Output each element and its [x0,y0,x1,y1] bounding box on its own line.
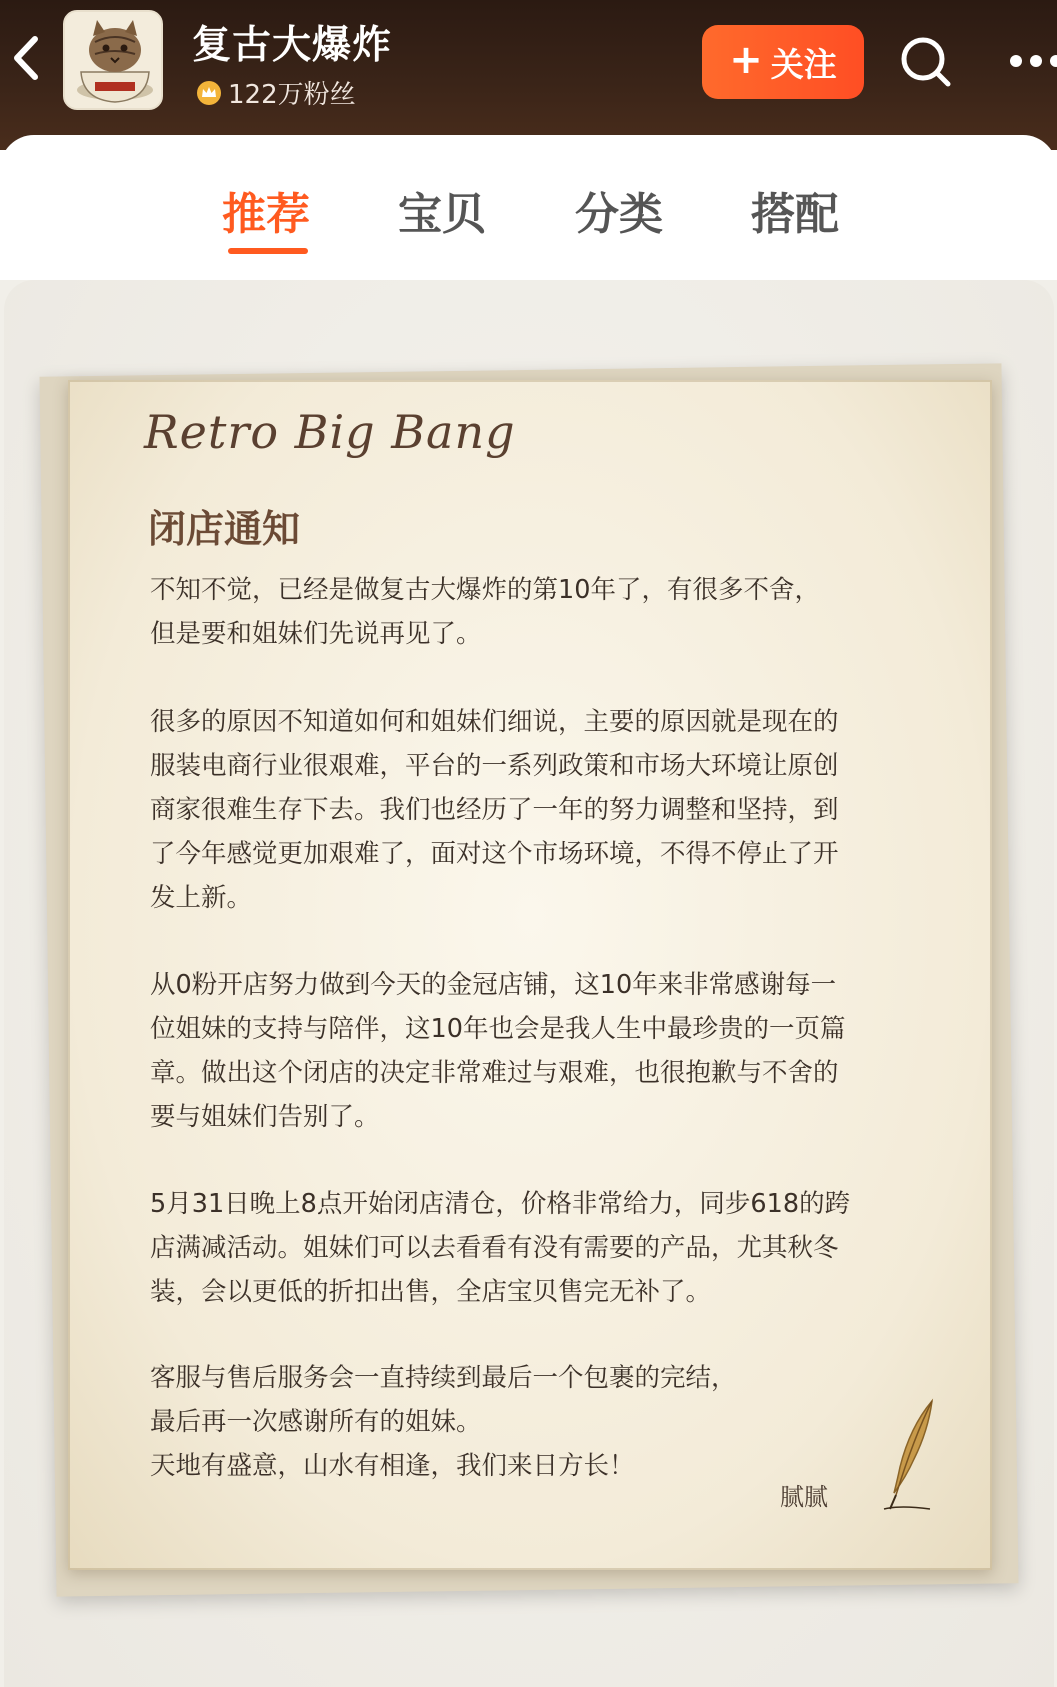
brand-script-title: Retro Big Bang [144,405,516,459]
text-line: 不知不觉，已经是做复古大爆炸的第10年了，有很多不舍， [150,575,820,605]
tab-categories[interactable]: 分类 [575,189,663,240]
shop-header [0,0,1057,150]
paragraph-1 [150,568,940,656]
more-dots-icon [1008,50,1057,72]
shop-avatar[interactable] [63,10,163,110]
cat-teacup-logo-icon [65,12,163,110]
crown-icon [196,80,222,106]
text-line: 了今年感觉更加艰难了，面对这个市场环境，不得不停止了开 [150,839,839,869]
search-button[interactable] [898,34,954,90]
text-line: 很多的原因不知道如何和姐妹们细说，主要的原因就是现在的 [150,707,839,737]
tab-outfits[interactable]: 搭配 [751,189,839,240]
quill-pen-icon [880,1397,940,1512]
shop-tabs [0,135,1057,280]
fans-label: 122万粉丝 [228,80,356,110]
paragraph-2 [150,700,940,920]
fans-count [196,74,356,111]
chevron-left-icon [11,35,41,81]
tab-products[interactable]: 宝贝 [398,189,486,240]
text-line: 店满减活动。姐妹们可以去看看有没有需要的产品，尤其秋冬 [150,1233,839,1263]
follow-label: 关注 [770,44,837,84]
text-line: 要与姐妹们告别了。 [150,1102,380,1132]
notice-title: 闭店通知 [148,507,301,551]
text-line: 商家很难生存下去。我们也经历了一年的努力调整和坚持，到 [150,795,839,825]
back-button[interactable] [4,30,48,86]
text-line: 最后再一次感谢所有的姐妹。 [150,1407,482,1437]
paragraph-3 [150,963,940,1139]
active-tab-indicator [228,248,308,254]
text-line: 位姐妹的支持与陪伴，这10年也会是我人生中最珍贵的一页篇 [150,1014,846,1044]
text-line: 5月31日晚上8点开始闭店清仓，价格非常给力，同步618的跨 [150,1189,851,1219]
plus-icon: + [729,37,763,83]
text-line: 装，会以更低的折扣出售，全店宝贝售完无补了。 [150,1277,712,1307]
paragraph-5 [150,1356,940,1488]
text-line: 服装电商行业很艰难，平台的一系列政策和市场大环境让原创 [150,751,839,781]
text-line: 天地有盛意，山水有相逢，我们来日方长！ [150,1451,635,1481]
follow-button[interactable] [702,25,864,99]
text-line: 客服与售后服务会一直持续到最后一个包裹的完结， [150,1363,737,1393]
tab-recommend[interactable]: 推荐 [222,189,310,240]
paragraph-4 [150,1182,940,1314]
text-line: 从0粉开店努力做到今天的金冠店铺，这10年来非常感谢每一 [150,970,837,1000]
text-line: 章。做出这个闭店的决定非常难过与艰难，也很抱歉与不舍的 [150,1058,839,1088]
more-button[interactable] [1008,50,1057,72]
shop-name: 复古大爆炸 [192,23,393,68]
search-icon [898,34,954,90]
signature: 腻腻 [780,1483,828,1511]
text-line: 但是要和姐妹们先说再见了。 [150,619,482,649]
text-line: 发上新。 [150,883,253,913]
